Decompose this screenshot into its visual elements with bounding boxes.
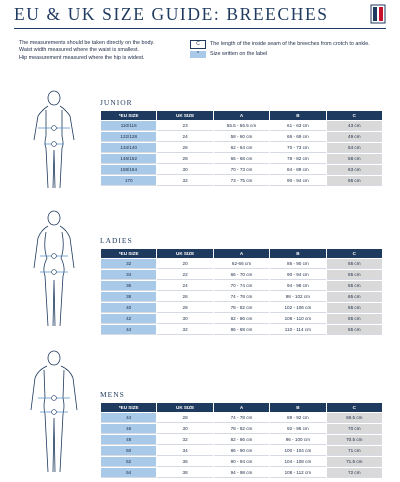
a-cell: 66 - 70 cm [214, 270, 269, 280]
c-cell: 43 cm [327, 121, 382, 131]
table-row [101, 314, 382, 324]
a-cell: 78 - 82 cm [214, 424, 269, 434]
a-cell: 78 - 82 cm [214, 303, 269, 313]
a-cell: 70 - 74 cm [214, 281, 269, 291]
table-row [101, 270, 382, 280]
eu-symbol: * [190, 51, 206, 58]
table-row [101, 424, 382, 434]
table-row [101, 121, 382, 131]
c-cell: 72 cm [327, 468, 382, 478]
a-cell: 74 - 78 cm [214, 413, 269, 423]
brand-logo [370, 4, 386, 24]
c-cell: 65 cm [327, 270, 382, 280]
b-cell: 78 - 82 cm [270, 154, 325, 164]
a-cell: 73 - 75 cm [214, 176, 269, 186]
eu-size-cell: 48 [101, 435, 156, 445]
b-cell: 92 - 96 cm [270, 424, 325, 434]
eu-size-cell: 50 [101, 446, 156, 456]
uk-size-cell: 30 [157, 424, 212, 434]
eu-size-cell: 110/116 [101, 121, 156, 131]
table-row [101, 143, 382, 153]
c-cell: 65 cm [327, 325, 382, 335]
eu-size-cell: 122/128 [101, 132, 156, 142]
c-cell: 63 cm [327, 165, 382, 175]
c-cell: 70.5 cm [327, 435, 382, 445]
b-cell: 96 - 100 cm [270, 435, 325, 445]
eu-size-cell: 170 [101, 176, 156, 186]
table-row [101, 435, 382, 445]
col-a: A [214, 249, 269, 258]
col-eu-size: *EU SIZE [101, 249, 156, 258]
uk-size-cell: 28 [157, 303, 212, 313]
section-title-ladies: LADIES [100, 236, 133, 245]
b-cell: 104 - 108 cm [270, 457, 325, 467]
legend-row-eu [190, 51, 370, 58]
table-row [101, 413, 382, 423]
b-cell: 66 - 69 cm [270, 132, 325, 142]
c-cell: 58 cm [327, 154, 382, 164]
a-cell: 82 - 86 cm [214, 314, 269, 324]
a-cell: 58 - 60 cm [214, 132, 269, 142]
col-uk-size: UK SIZE [157, 403, 212, 412]
uk-size-cell: 32 [157, 435, 212, 445]
uk-size-cell: 30 [157, 165, 212, 175]
eu-size-cell: 44 [101, 325, 156, 335]
table-row [101, 468, 382, 478]
title-divider [14, 28, 386, 29]
uk-size-cell: 28 [157, 154, 212, 164]
c-cell: 65 cm [327, 292, 382, 302]
eu-size-cell: 38 [101, 292, 156, 302]
eu-description: Size written on the label [210, 51, 268, 57]
col-uk-size: UK SIZE [157, 111, 212, 120]
b-cell: 98 - 102 cm [270, 292, 325, 302]
uk-size-cell: 38 [157, 468, 212, 478]
b-cell: 70 - 73 cm [270, 143, 325, 153]
size-table-ladies [100, 248, 383, 336]
table-row [101, 165, 382, 175]
c-cell: 71.5 cm [327, 457, 382, 467]
b-cell: 102 - 106 cm [270, 303, 325, 313]
legend-row-c [190, 40, 370, 49]
eu-size-cell: 146/152 [101, 154, 156, 164]
c-description: The length of the inside seam of the breeches from crotch to ankle. [210, 40, 370, 47]
c-cell: 65 cm [327, 176, 382, 186]
uk-size-cell: 34 [157, 446, 212, 456]
eu-size-cell: 52 [101, 457, 156, 467]
c-cell: 65 cm [327, 281, 382, 291]
a-cell: 55.5 - 56.5 cm [214, 121, 269, 131]
uk-size-cell: 24 [157, 132, 212, 142]
b-cell: 108 - 112 cm [270, 468, 325, 478]
b-cell: 88 - 92 cm [270, 413, 325, 423]
col-c: C [327, 111, 382, 120]
table-row [101, 259, 382, 269]
uk-size-cell: 36 [157, 457, 212, 467]
col-uk-size: UK SIZE [157, 249, 212, 258]
b-cell: 100 - 104 cm [270, 446, 325, 456]
a-cell: 94 - 98 cm [214, 468, 269, 478]
a-cell: 62-66 cm [214, 259, 269, 269]
col-b: B [270, 111, 325, 120]
eu-size-cell: 34 [101, 270, 156, 280]
mens-figure-icon [24, 348, 84, 478]
uk-size-cell: 26 [157, 292, 212, 302]
a-cell: 65 - 68 cm [214, 154, 269, 164]
table-row [101, 446, 382, 456]
uk-size-cell: 32 [157, 176, 212, 186]
c-symbol: C [190, 40, 206, 49]
b-cell: 86 - 90 cm [270, 259, 325, 269]
eu-size-cell: 158/164 [101, 165, 156, 175]
note-line: Waist width measured where the waist is smallest. [19, 47, 139, 54]
uk-size-cell: 23 [157, 121, 212, 131]
b-cell: 110 - 114 cm [270, 325, 325, 335]
uk-size-cell: 28 [157, 413, 212, 423]
legend [190, 40, 370, 60]
table-row [101, 154, 382, 164]
a-cell: 70 - 73 cm [214, 165, 269, 175]
table-row [101, 457, 382, 467]
col-eu-size: *EU SIZE [101, 403, 156, 412]
eu-size-cell: 44 [101, 413, 156, 423]
eu-size-cell: 32 [101, 259, 156, 269]
uk-size-cell: 22 [157, 270, 212, 280]
note-line: The measurements should be taken directly on the body. [19, 40, 155, 46]
c-cell: 69.5 cm [327, 413, 382, 423]
a-cell: 90 - 94 cm [214, 457, 269, 467]
table-row [101, 132, 382, 142]
size-table-junior [100, 110, 383, 187]
col-eu-size: *EU SIZE [101, 111, 156, 120]
eu-size-cell: 54 [101, 468, 156, 478]
uk-size-cell: 20 [157, 259, 212, 269]
c-cell: 70 cm [327, 424, 382, 434]
b-cell: 94 - 98 cm [270, 281, 325, 291]
table-row [101, 281, 382, 291]
c-cell: 65 cm [327, 303, 382, 313]
c-cell: 65 cm [327, 259, 382, 269]
a-cell: 86 - 90 cm [214, 446, 269, 456]
eu-size-cell: 46 [101, 424, 156, 434]
junior-figure-icon [24, 88, 84, 198]
c-cell: 71 cm [327, 446, 382, 456]
table-row [101, 176, 382, 186]
section-title-junior: JUNIOR [100, 98, 133, 107]
eu-size-cell: 36 [101, 281, 156, 291]
eu-size-cell: 134/140 [101, 143, 156, 153]
c-cell: 54 cm [327, 143, 382, 153]
col-b: B [270, 249, 325, 258]
b-cell: 90 - 94 cm [270, 270, 325, 280]
col-b: B [270, 403, 325, 412]
ladies-figure-icon [24, 208, 84, 333]
b-cell: 90 - 94 cm [270, 176, 325, 186]
a-cell: 82 - 86 cm [214, 435, 269, 445]
b-cell: 61 - 63 cm [270, 121, 325, 131]
measurement-notes [19, 40, 194, 62]
a-cell: 62 - 64 cm [214, 143, 269, 153]
uk-size-cell: 26 [157, 143, 212, 153]
table-row [101, 303, 382, 313]
eu-size-cell: 42 [101, 314, 156, 324]
size-table-mens [100, 402, 383, 479]
b-cell: 106 - 110 cm [270, 314, 325, 324]
table-row [101, 325, 382, 335]
a-cell: 86 - 88 cm [214, 325, 269, 335]
col-c: C [327, 249, 382, 258]
note-line: Hip measurement measured where the hip is widest. [19, 54, 145, 61]
b-cell: 84 - 89 cm [270, 165, 325, 175]
page-title: EU & UK SIZE GUIDE: BREECHES [14, 4, 329, 24]
table-row [101, 292, 382, 302]
c-cell: 65 cm [327, 314, 382, 324]
eu-size-cell: 40 [101, 303, 156, 313]
a-cell: 74 - 78 cm [214, 292, 269, 302]
uk-size-cell: 24 [157, 281, 212, 291]
col-a: A [214, 403, 269, 412]
uk-size-cell: 30 [157, 314, 212, 324]
uk-size-cell: 32 [157, 325, 212, 335]
c-cell: 49 cm [327, 132, 382, 142]
col-c: C [327, 403, 382, 412]
col-a: A [214, 111, 269, 120]
section-title-mens: MENS [100, 390, 125, 399]
